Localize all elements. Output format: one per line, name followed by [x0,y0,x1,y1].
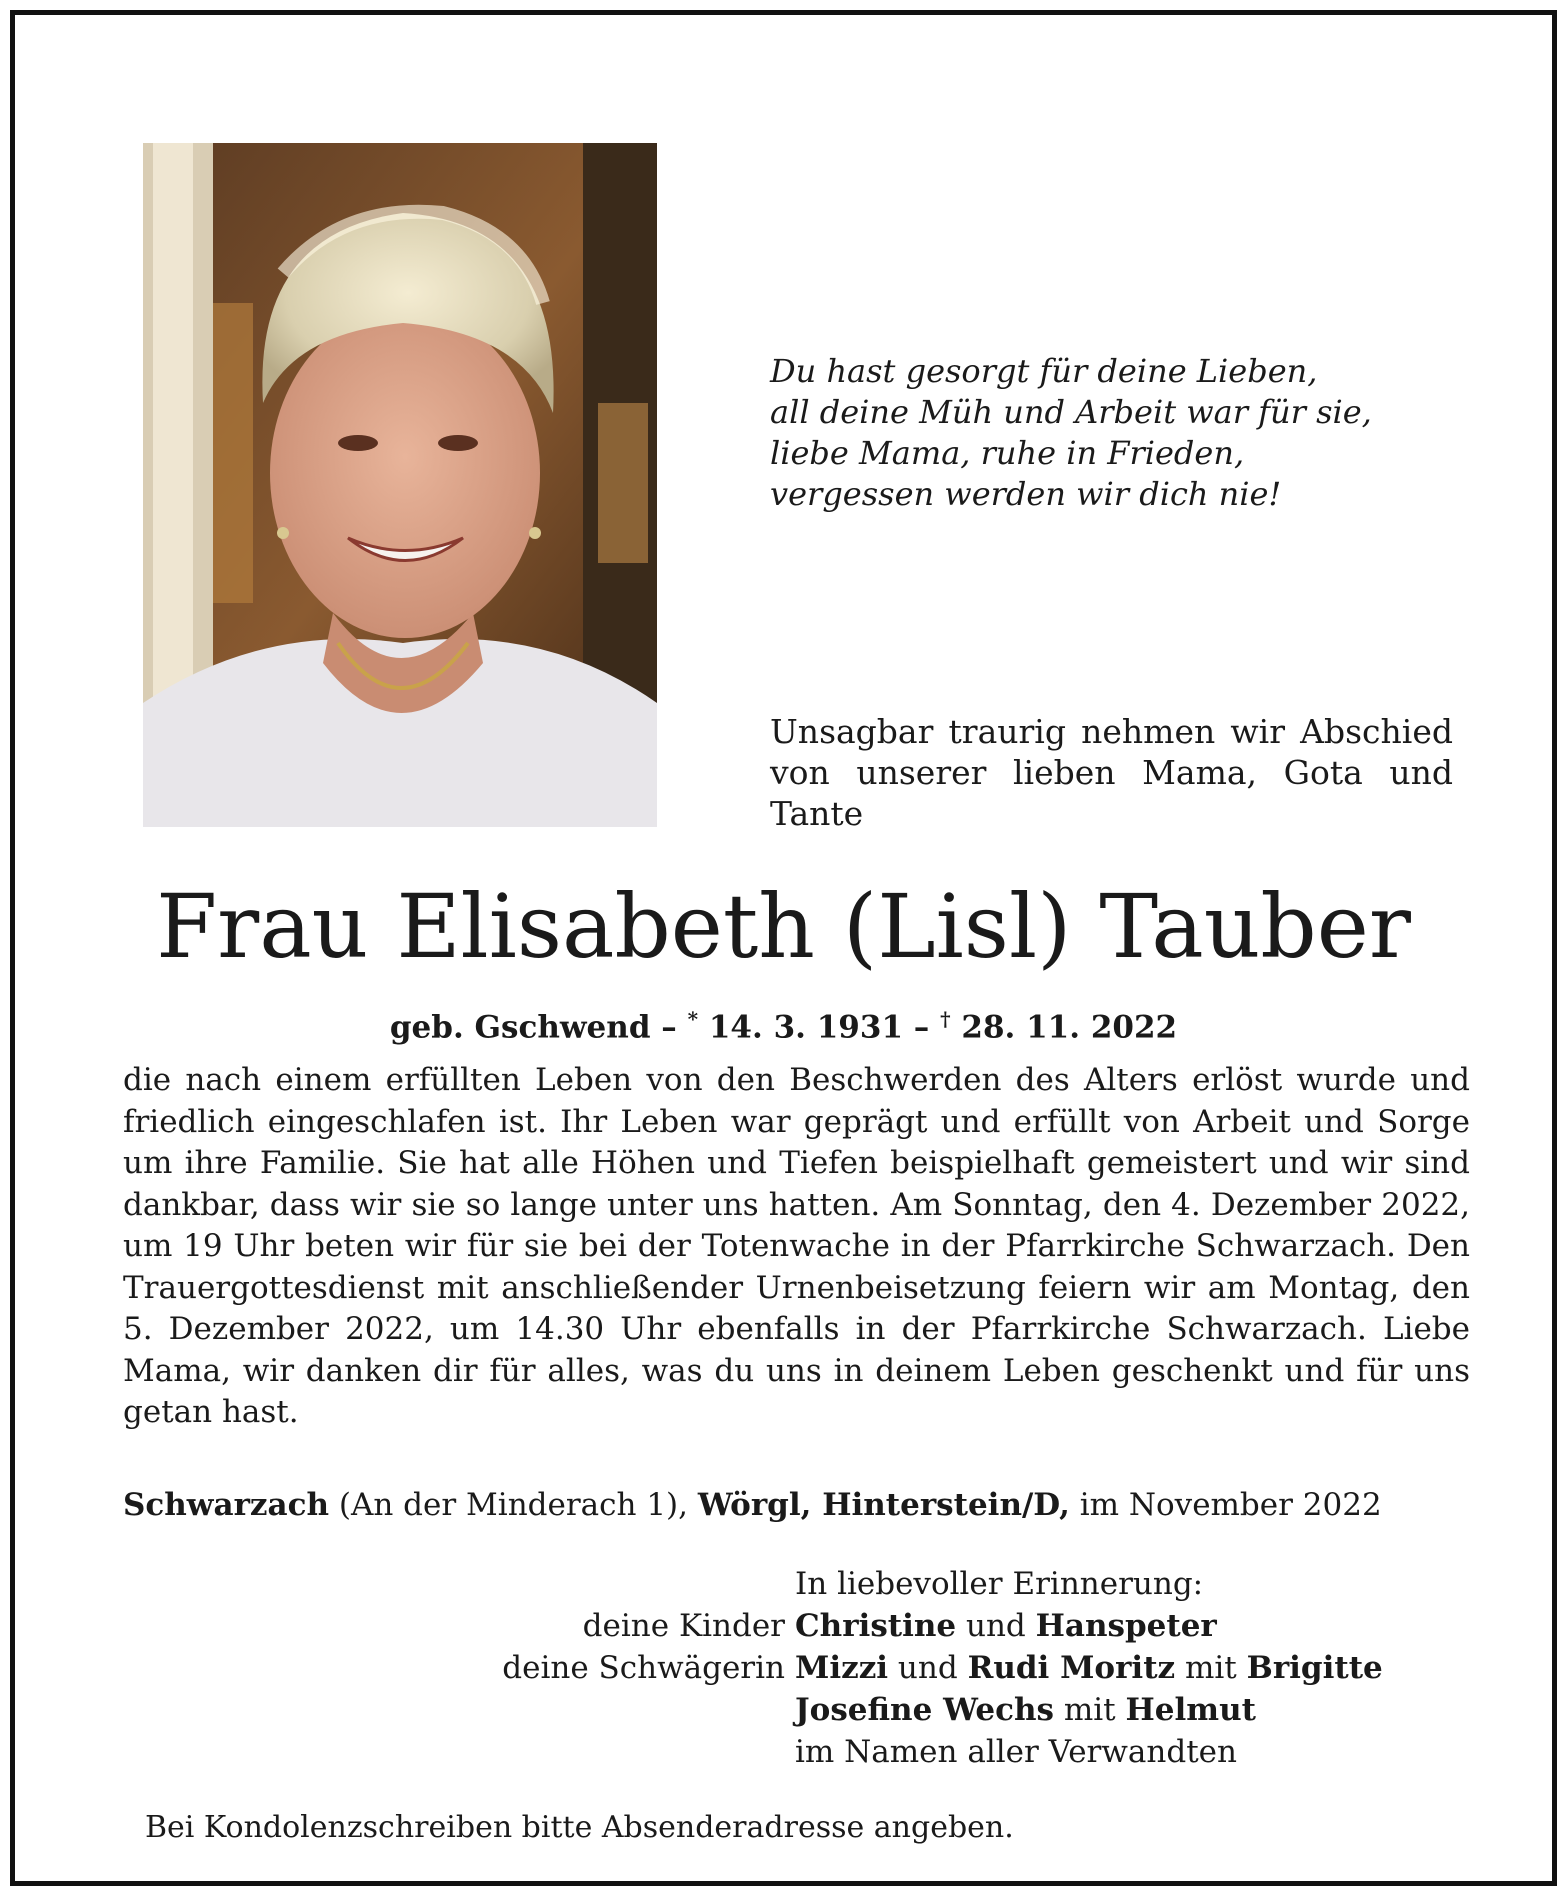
mourner-names [795,1689,1256,1731]
portrait-image [143,143,657,827]
signature-row [315,1647,1495,1689]
death-symbol: † [940,1007,951,1031]
signature-block [315,1563,1495,1773]
poem-line: liebe Mama, ruhe in Frieden, [770,434,1245,472]
place-towns: Wörgl, Hinterstein/D, [697,1487,1070,1523]
mourner-names [795,1605,1217,1647]
mourner-name: Christine [795,1608,957,1644]
deceased-name: Frau Elisabeth (Lisl) Tauber [156,875,1411,978]
obituary-frame [10,10,1557,1886]
death-date: 28. 11. 2022 [950,1009,1178,1046]
life-dates [15,999,1552,1047]
mourner-name: Rudi Moritz [967,1650,1176,1686]
poem-line: all deine Müh und Arbeit war für sie, [770,393,1372,431]
intro-text: Unsagbar traurig nehmen wir Abschied von unserer lieben Mama, Gota und Tante [770,712,1453,833]
birth-symbol: * [687,1007,699,1031]
poem-line: vergessen werden wir dich nie! [770,475,1282,513]
mourner-names [795,1647,1383,1689]
mourner-name: Helmut [1125,1692,1256,1728]
mourner-name: Josefine Wechs [795,1692,1054,1728]
signature-heading: In liebevoller Erinnerung: [795,1566,1204,1602]
signature-row [315,1731,1495,1773]
signature-closing: im Namen aller Verwandten [795,1734,1237,1770]
signature-row [315,1563,1495,1605]
maiden-name: geb. Gschwend [389,1009,651,1046]
poem [770,351,1490,515]
relation-label: deine Kinder [582,1608,785,1644]
portrait-photo [143,143,657,827]
place-date: im November 2022 [1069,1487,1382,1523]
connector: und [888,1650,968,1686]
date-separator: – [650,1009,688,1046]
place-and-date [123,1485,1483,1525]
mourner-name: Brigitte [1246,1650,1383,1686]
connector: mit [1054,1692,1126,1728]
mourner-name: Hanspeter [1035,1608,1217,1644]
poem-line: Du hast gesorgt für deine Lieben, [770,352,1318,390]
relation-label: deine Schwägerin [502,1650,785,1686]
place-town: Schwarzach [123,1487,330,1523]
mourner-name: Mizzi [795,1650,889,1686]
place-address: (An der Minderach 1), [329,1487,698,1523]
signature-row [315,1605,1495,1647]
obituary-body: die nach einem erfüllten Leben von den Beschwerden des Alters erlöst wurde und friedlich eingeschlafen ist. Ihr Leben war geprägt und erfüllt von Arbeit und Sorge um ihre Familie. Sie hat alle Höhen und Tiefen beispielhaft gemeistert und wir sind dankbar, dass wir sie so lange unter uns hatten. Am Sonntag, den 4. Dezember 2022, um 19 Uhr beten wir für sie bei der Totenwache in der Pfarrkirche Schwarzach. Den Trauergottesdienst mit anschließender Urnenbeisetzung feiern wir am Montag, den 5. Dezember 2022, um 14.30 Uhr ebenfalls in der Pfarrkirche Schwarzach. Liebe Mama, wir danken dir für alles, was du uns in deinem Leben geschenkt und für uns getan hast. [123,1062,1470,1430]
date-separator: – [903,1009,941,1046]
footer-note: Bei Kondolenzschreiben bitte Absenderadresse angeben. [145,1810,1014,1845]
birth-date: 14. 3. 1931 [698,1009,904,1046]
connector: mit [1175,1650,1247,1686]
signature-row [315,1689,1495,1731]
connector: und [956,1608,1036,1644]
